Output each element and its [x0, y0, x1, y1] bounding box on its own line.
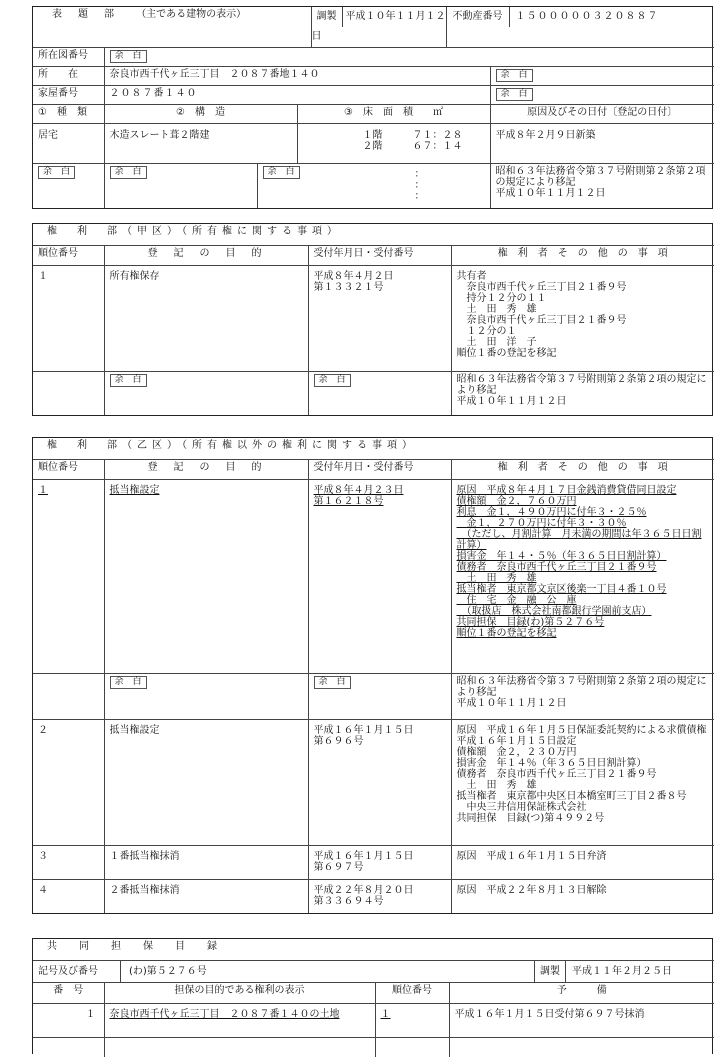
kyodo-chosei: [534, 961, 714, 982]
kyodo-r1-rank: １: [375, 1003, 449, 1037]
table-row: [33, 1003, 714, 1037]
fudosan-label: 不動産番号: [447, 7, 510, 27]
kyodo-r2-note: [449, 1037, 714, 1057]
otsuku-r4-no: ３: [33, 845, 104, 879]
kouku-r2-purpose: [104, 371, 308, 415]
kyodo-title: 共 同 担 保 目 録: [33, 939, 714, 960]
kyodo-h-target: 担保の目的である権利の表示: [104, 982, 375, 1003]
table-row: [33, 479, 714, 673]
shurui-value: 居宅: [33, 124, 104, 164]
yohaku-stamp: 余 白: [110, 676, 147, 689]
kouku-title: 権 利 部（甲区）（所有権に関する事項）: [33, 224, 714, 245]
kyodo-h-rank: 順位番号: [375, 982, 449, 1003]
otsuku-r5-detail: 原因 平成２２年８月１３日解除: [451, 879, 714, 913]
fudosan-cell: [446, 7, 714, 48]
kyodo-kigo-row: [33, 960, 714, 982]
kyodo-h-note: 予 備: [449, 982, 714, 1003]
otsuku-r3-purpose: 抵当権設定: [104, 719, 308, 845]
shozai-label: 所 在: [33, 67, 104, 86]
kouku-r1-no: １: [33, 265, 104, 371]
otsuku-h-jiko: 権 利 者 そ の 他 の 事 項: [451, 459, 714, 479]
shozai-note: [490, 67, 714, 86]
yohaku-stamp: 余 白: [38, 166, 75, 179]
chosei-cell: [311, 7, 446, 48]
kouku-r1-purpose: 所有権保存: [104, 265, 308, 371]
floor-2: ２階 ６７：１４: [362, 141, 463, 152]
yohaku-stamp: 余 白: [110, 166, 147, 179]
col-shurui-header: ① 種 類: [33, 105, 104, 124]
kyodo-r1-note: 平成１６年１月１５日受付第６９７号抹消: [449, 1003, 714, 1037]
kozo-yohaku: [104, 164, 257, 208]
kyodo-chosei-label: 調製: [534, 961, 566, 982]
otsuku-r5-purpose: ２番抵当権抹消: [104, 879, 308, 913]
cause-value: 平成８年２月９日新築: [490, 124, 714, 164]
otsuku-r1-detail: 原因 平成８年４月１７日金銭消費貸借同日設定 債権額 金２，７６０万円 利息 金１，４９０万円に付年３・２５％ 金１，２７０万円に付年３・３０％ （ただし、月割計算 月未満の期間は年３６５日日割計算） 損害金 年１４・５％（年３６５日日割計算） 債務者 奈良市西千代ヶ丘三丁目２１番９号 土 田 秀 雄 抵当権者 東京都文京区後楽一丁目４番１０号 住 宅 金 融 公 庫 （取扱店 株式会社南都銀行学園前支店） 共同担保 目録(わ)第５２７６号 順位１番の登記を移記: [451, 479, 714, 673]
table-row: [33, 879, 714, 913]
otsuku-r1-recv: 平成８年４月２３日 第１６２１８号: [308, 479, 451, 673]
kyodo-r1-no: １: [33, 1003, 104, 1037]
kouku-section: [32, 223, 713, 416]
table-row: [33, 265, 714, 371]
kyodo-h-no: 番 号: [33, 982, 104, 1003]
kouku-h-juni: 順位番号: [33, 245, 104, 265]
table-row: [33, 371, 714, 415]
hyodai-title: 表 題 部: [52, 9, 117, 20]
otsuku-title: 権 利 部（乙区）（所有権以外の権利に関する事項）: [33, 438, 714, 459]
yohaku-stamp: 余 白: [496, 88, 533, 101]
otsuku-r1-no: １: [33, 479, 104, 673]
yohaku-stamp: 余 白: [314, 374, 351, 387]
otsuku-r2-recv: [308, 673, 451, 719]
otsuku-r5-recv: 平成２２年８月２０日 第３３６９４号: [308, 879, 451, 913]
fudosan-number: １５０００００３２０８８７: [515, 11, 659, 22]
yuka-value: [297, 124, 490, 164]
table-row: [33, 673, 714, 719]
kyodo-chosei-date: 平成１１年２月２５日: [572, 965, 672, 977]
otsuku-h-uketsuke: 受付年月日・受付番号: [308, 459, 451, 479]
kigo-value: (わ)第５２７６号: [129, 965, 207, 977]
otsuku-r2-purpose: [104, 673, 308, 719]
kaoku-note: [490, 86, 714, 105]
otsuku-r5-no: ４: [33, 879, 104, 913]
otsuku-r3-detail: 原因 平成１６年１月５日保証委託契約による求償債権平成１６年１月１５日設定 債権額 金２，２３０万円 損害金 年１４％（年３６５日日割計算） 債務者 奈良市西千代ヶ丘三丁目２１番９号 土 田 秀 雄 抵当権者 東京都中央区日本橋室町三丁目２番８号 中央三井信用保証株式会社 共同担保 目録(つ)第４９９２号: [451, 719, 714, 845]
otsuku-r4-detail: 原因 平成１６年１月１５日弁済: [451, 845, 714, 879]
col-cause-header: 原因及びその日付〔登記の日付〕: [490, 105, 714, 124]
kyodo-r2-no: [33, 1037, 104, 1057]
kaoku-value: ２０８７番１４０: [104, 86, 490, 105]
otsuku-h-juni: 順位番号: [33, 459, 104, 479]
otsuku-r3-no: ２: [33, 719, 104, 845]
ikou-note: 昭和６３年法務省令第３７号附則第２条第２項の規定により移記 平成１０年１１月１２日: [490, 164, 714, 208]
otsuku-section: [32, 437, 713, 914]
yohaku-stamp: 余 白: [263, 166, 300, 179]
kouku-h-mokuteki: 登 記 の 目 的: [104, 245, 308, 265]
yohaku-stamp: 余 白: [110, 50, 147, 63]
yohaku-stamp: 余 白: [496, 69, 533, 82]
otsuku-r1-purpose: 抵当権設定: [104, 479, 308, 673]
shozai-value: 奈良市西千代ヶ丘三丁目 ２０８７番地１４０: [104, 67, 490, 86]
yohaku-stamp: 余 白: [314, 676, 351, 689]
table-row: [33, 1037, 714, 1057]
kouku-h-jiko: 権 利 者 そ の 他 の 事 項: [451, 245, 714, 265]
table-row: [33, 845, 714, 879]
floor-1: １階 ７１：２８: [362, 130, 463, 141]
otsuku-r4-recv: 平成１６年１月１５日 第６９７号: [308, 845, 451, 879]
shozaizu-label: 所在図番号: [33, 48, 104, 67]
otsuku-r2-no: [33, 673, 104, 719]
otsuku-r3-recv: 平成１６年１月１５日 第６９６号: [308, 719, 451, 845]
shurui-yohaku: [33, 164, 104, 208]
otsuku-h-mokuteki: 登 記 の 目 的: [104, 459, 308, 479]
kouku-r2-detail: 昭和６３年法務省令第３７号附則第２条第２項の規定により移記 平成１０年１１月１２日: [451, 371, 714, 415]
chosei-date: 平成１０年１１月１２日: [311, 11, 446, 42]
yuka-yohaku: [257, 164, 490, 208]
kouku-h-uketsuke: 受付年月日・受付番号: [308, 245, 451, 265]
kyodo-r1-target: 奈良市西千代ヶ丘三丁目 ２０８７番１４０の土地: [104, 1003, 375, 1037]
hyodai-section: [32, 6, 713, 209]
kouku-r1-recv: 平成８年４月２日 第１３３２１号: [308, 265, 451, 371]
hyodai-subtitle: （主である建物の表示）: [136, 9, 247, 20]
kaoku-label: 家屋番号: [33, 86, 104, 105]
table-row: [33, 719, 714, 845]
kyodo-r2-target: [104, 1037, 375, 1057]
hyodai-title-cell: [33, 7, 311, 48]
kouku-r2-no: [33, 371, 104, 415]
otsuku-r2-detail: 昭和６３年法務省令第３７号附則第２条第２項の規定により移記 平成１０年１１月１２日: [451, 673, 714, 719]
shozaizu-value: [104, 48, 714, 67]
yuka-dots: ： ： ：: [414, 169, 425, 202]
chosei-label: 調製: [312, 7, 343, 27]
kozo-value: 木造スレート葺２階建: [104, 124, 297, 164]
kyodo-r2-rank: [375, 1037, 449, 1057]
col-yuka-header: ③ 床 面 積 ㎡: [297, 105, 490, 124]
otsuku-r4-purpose: １番抵当権抹消: [104, 845, 308, 879]
kouku-r2-recv: [308, 371, 451, 415]
kyodo-section: [32, 938, 713, 1054]
kouku-r1-detail: 共有者 奈良市西千代ヶ丘三丁目２１番９号 持分１２分の１１ 土 田 秀 雄 奈良市西千代ヶ丘三丁目２１番９号 １２分の１ 土 田 洋 子 順位１番の登記を移記: [451, 265, 714, 371]
col-kozo-header: ② 構 造: [104, 105, 297, 124]
yohaku-stamp: 余 白: [110, 374, 147, 387]
kigo-label: 記号及び番号: [33, 961, 121, 982]
